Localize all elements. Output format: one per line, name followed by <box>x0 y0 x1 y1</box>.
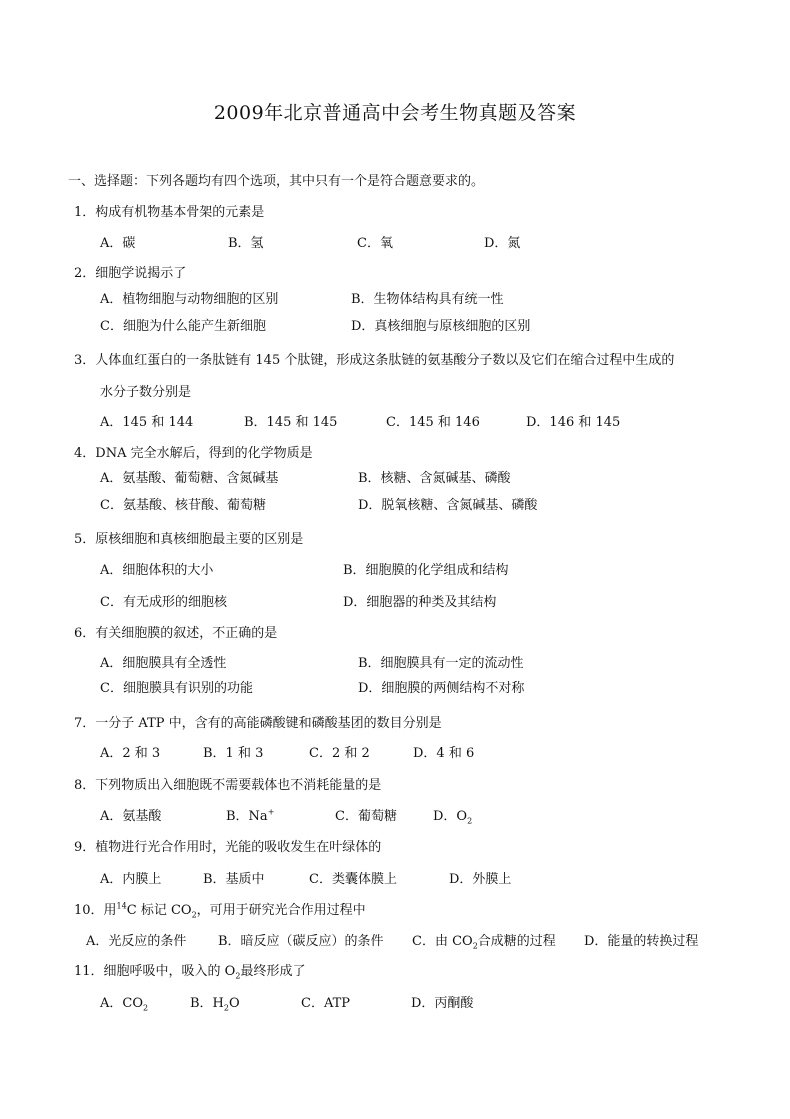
question-5-option-b: B．细胞膜的化学组成和结构 <box>343 563 509 578</box>
question-11-option-b: B．$H_2O$ <box>190 996 240 1013</box>
question-11-option-d: D．丙酮酸 <box>411 996 474 1011</box>
question-4-option-b: B．核糖、含氮碱基、磷酸 <box>358 471 511 486</box>
question-1-stem: 1．构成有机物基本骨架的元素是 <box>74 205 265 220</box>
question-10-stem: 10．用$^{14}$C 标记 $CO_2$，可用于研究光合作用过程中 <box>74 901 366 920</box>
question-7-option-d: D．4 和 6 <box>413 746 475 761</box>
question-4-option-a: A．氨基酸、葡萄糖、含氮碱基 <box>100 471 279 486</box>
question-10-option-a: A．光反应的条件 <box>86 934 187 949</box>
question-9-option-d: D．外膜上 <box>449 872 512 887</box>
question-2-option-d: D．真核细胞与原核细胞的区别 <box>351 319 531 334</box>
question-4-option-d: D．脱氧核糖、含氮碱基、磷酸 <box>358 498 538 513</box>
question-2-option-a: A．植物细胞与动物细胞的区别 <box>100 292 279 307</box>
question-6-option-c: C．细胞膜具有识别的功能 <box>100 681 253 696</box>
question-3-stem-line-1: 3．人体血红蛋白的一条肽链有 145 个肽键，形成这条肽链的氨基酸分子数以及它们在缩合过程中生成的 <box>74 353 675 368</box>
question-7-option-c: C．2 和 2 <box>309 746 370 761</box>
question-4-option-c: C．氨基酸、核苷酸、葡萄糖 <box>100 498 266 513</box>
question-7-option-b: B．1 和 3 <box>203 746 264 761</box>
question-10-option-c: C．由 $CO_2$合成糖的过程 <box>412 934 556 951</box>
question-10-option-b: B．暗反应（碳反应）的条件 <box>218 934 384 949</box>
question-8-stem: 8．下列物质出入细胞既不需要载体也不消耗能量的是 <box>74 778 382 793</box>
question-5-option-a: A．细胞体积的大小 <box>100 563 214 578</box>
question-9-option-a: A．内膜上 <box>100 872 162 887</box>
question-7-option-a: A．2 和 3 <box>100 746 161 761</box>
question-8-option-b: B．Na+ <box>226 807 275 824</box>
question-9-option-c: C．类囊体膜上 <box>309 872 397 887</box>
question-5-option-d: D．细胞器的种类及其结构 <box>343 595 497 610</box>
question-10-option-d: D．能量的转换过程 <box>584 934 699 949</box>
question-1-option-d: D．氮 <box>484 236 521 251</box>
question-3-option-a: A．145 和 144 <box>100 415 194 430</box>
question-3-option-d: D．146 和 145 <box>526 415 621 430</box>
question-1-option-b: B．氢 <box>228 236 264 251</box>
question-6-stem: 6．有关细胞膜的叙述，不正确的是 <box>74 626 278 641</box>
question-3-option-b: B．145 和 145 <box>244 415 338 430</box>
question-4-stem: 4．DNA 完全水解后，得到的化学物质是 <box>74 446 313 461</box>
question-5-option-c: C．有无成形的细胞核 <box>100 595 227 610</box>
question-11-option-a: A．$CO_2$ <box>100 996 149 1013</box>
question-9-option-b: B．基质中 <box>203 872 265 887</box>
question-11-option-c: C．ATP <box>301 996 351 1011</box>
question-6-option-d: D．细胞膜的两侧结构不对称 <box>358 681 525 696</box>
page-title: 2009年北京普通高中会考生物真题及答案 <box>213 102 577 124</box>
question-9-stem: 9．植物进行光合作用时，光能的吸收发生在叶绿体的 <box>74 840 382 855</box>
section-heading: 一、选择题：下列各题均有四个选项，其中只有一个是符合题意要求的。 <box>68 174 485 189</box>
question-2-option-b: B．生物体结构具有统一性 <box>351 292 504 307</box>
question-2-option-c: C．细胞为什么能产生新细胞 <box>100 319 266 334</box>
question-3-stem-line-2: 水分子数分别是 <box>100 385 192 400</box>
question-8-option-a: A．氨基酸 <box>100 809 162 824</box>
question-2-stem: 2．细胞学说揭示了 <box>74 266 187 281</box>
question-7-stem: 7．一分子 ATP 中，含有的高能磷酸键和磷酸基团的数目分别是 <box>74 716 442 731</box>
question-8-option-d: D．$O_2$ <box>433 809 473 826</box>
question-3-option-c: C．145 和 146 <box>386 415 480 430</box>
question-6-option-a: A．细胞膜具有全透性 <box>100 656 227 671</box>
question-8-option-c: C．葡萄糖 <box>335 809 397 824</box>
question-1-option-a: A．碳 <box>100 236 136 251</box>
question-5-stem: 5．原核细胞和真核细胞最主要的区别是 <box>74 532 304 547</box>
question-1-option-c: C．氧 <box>357 236 393 251</box>
question-11-stem: 11．细胞呼吸中，吸入的 $O_2$最终形成了 <box>74 964 306 981</box>
question-6-option-b: B．细胞膜具有一定的流动性 <box>358 656 524 671</box>
